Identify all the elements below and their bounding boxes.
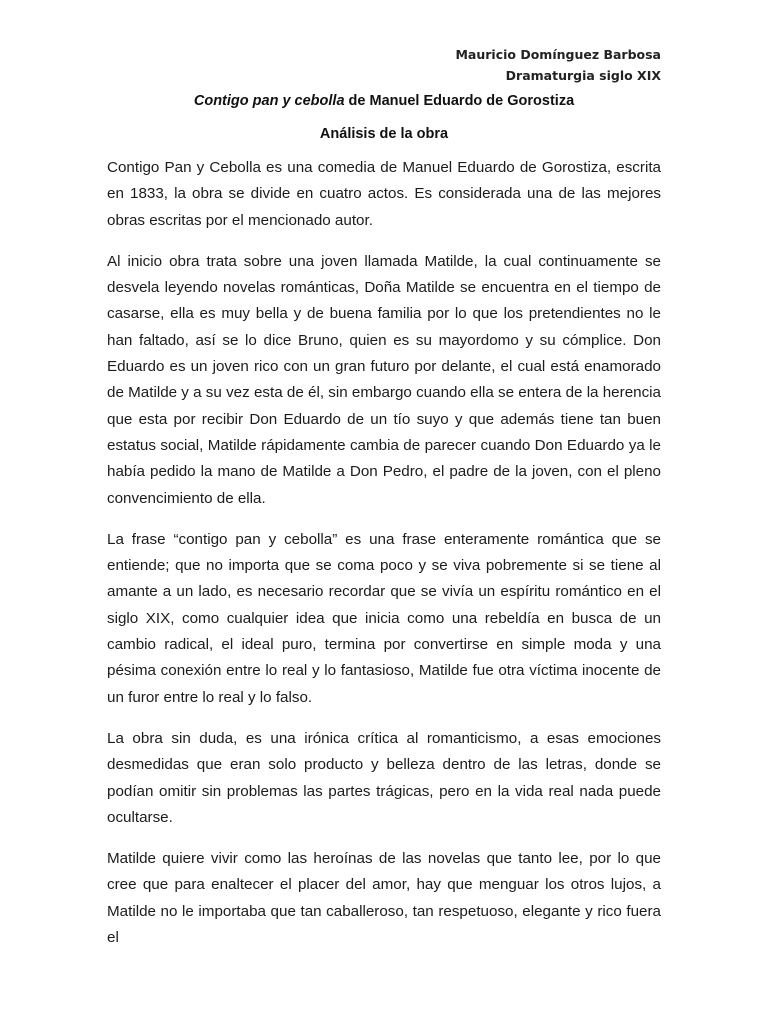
title-author: de Manuel Eduardo de Gorostiza: [344, 93, 575, 109]
paragraph-2: Al inicio obra trata sobre una joven llamada Matilde, la cual continuamente se desvela leyendo novelas románticas, Doña Matilde se encuentra en el tiempo de casarse, ella es muy bella y de buena familia por lo que los pretendientes no le han faltado, así se lo dice Bruno, quien es su mayordomo y su cómplice. Don Eduardo es un joven rico con un gran futuro por delante, el cual está enamorado de Matilde y a su vez esta de él, sin embargo cuando ella se entera de la herencia que esta por recibir Don Eduardo de un tío suyo y que además tiene tan buen estatus social, Matilde rápidamente cambia de parecer cuando Don Eduardo ya le había pedido la mano de Matilde a Don Pedro, el padre de la joven, con el pleno convencimiento de ella.: [107, 252, 661, 507]
document-title: [0, 91, 768, 111]
paragraph-1: Contigo Pan y Cebolla es una comedia de Manuel Eduardo de Gorostiza, escrita en 1833, la obra se divide en cuatro actos. Es considerada una de las mejores obras escritas por el mencionado autor.: [107, 159, 661, 229]
document-subtitle: Análisis de la obra: [319, 126, 449, 142]
author-name: Mauricio Domínguez Barbosa: [455, 47, 661, 62]
author-block: [455, 44, 661, 86]
paragraph-4: La obra sin duda, es una irónica crítica al romanticismo, a esas emociones desmedidas que eran solo producto y belleza dentro de las letras, donde se podían omitir sin problemas las partes trágicas, pero en la vida real nada puede ocultarse.: [107, 729, 661, 826]
work-title: Contigo pan y cebolla: [193, 93, 345, 109]
paragraph-5: Matilde quiere vivir como las heroínas de las novelas que tanto lee, por lo que cree que para enaltecer el placer del amor, hay que menguar los otros lujos, a Matilde no le importaba que tan caballeroso, tan respetuoso, elegante y rico fuera el: [107, 850, 661, 947]
document-body: [107, 155, 661, 966]
course-name: Dramaturgia siglo XIX: [505, 68, 661, 83]
paragraph-3: La frase “contigo pan y cebolla” es una frase enteramente romántica que se entiende; que no importa que se coma poco y se viva pobremente si se tiene al amante a un lado, es necesario recordar que se vivía un espíritu romántico en el siglo XIX, como cualquier idea que inicia como una rebeldía en busca de un cambio radical, el ideal puro, termina por convertirse en simple moda y una pésima conexión entre lo real y lo fantasioso, Matilde fue otra víctima inocente de un furor entre lo real y lo falso.: [107, 530, 661, 706]
